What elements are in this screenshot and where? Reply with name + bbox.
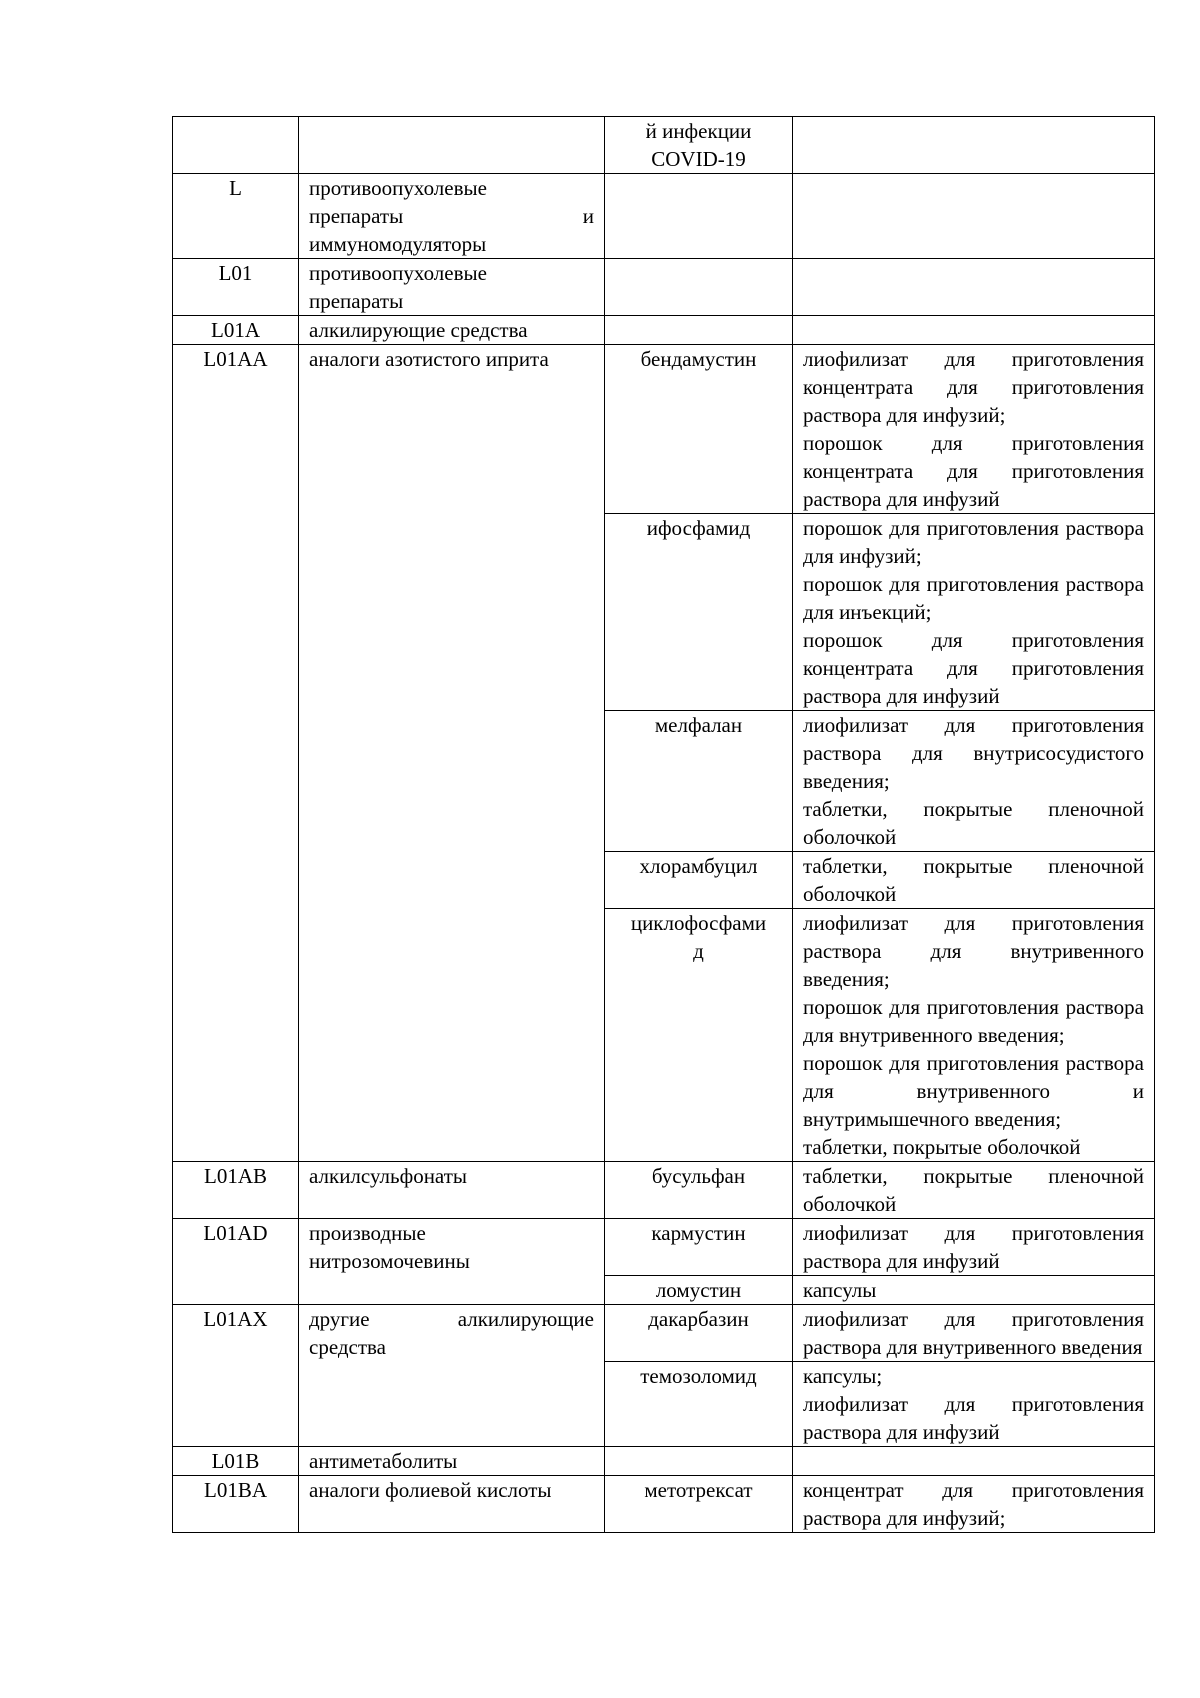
dosage-form-text: порошок для приготовления концентрата для приготовления раствора для инфузий <box>803 628 1144 708</box>
group-text-line: противоопухолевые <box>309 176 487 200</box>
dosage-form-text: таблетки, покрытые пленочной оболочкой <box>803 854 1144 906</box>
group-text-line: другие алкилирующие <box>309 1307 594 1331</box>
dosage-form-cell <box>793 1305 1155 1362</box>
dosage-form-text: порошок для приготовления концентрата для приготовления раствора для инфузий <box>803 431 1144 511</box>
atc-code-cell: L01 <box>173 259 299 316</box>
group-text-line: противоопухолевые <box>309 261 487 285</box>
group-text-line: производные <box>309 1221 426 1245</box>
dosage-form-cell <box>793 852 1155 909</box>
table-row <box>173 1219 1155 1276</box>
drug-name-text: кармустин <box>651 1221 746 1245</box>
table-row <box>173 174 1155 259</box>
drug-list-table <box>172 116 1155 1533</box>
drug-name-text: д <box>693 939 704 963</box>
dosage-form-cell <box>793 259 1155 316</box>
drug-name-text: бусульфан <box>651 1164 746 1188</box>
anatomical-therapeutic-group-cell <box>299 1219 605 1305</box>
drug-name-cell <box>605 711 793 852</box>
drug-name-text: COVID-19 <box>651 147 746 171</box>
drug-name-text: ломустин <box>655 1278 742 1302</box>
group-text-line: антиметаболиты <box>309 1449 458 1473</box>
dosage-form-cell <box>793 1362 1155 1447</box>
dosage-form-text: таблетки, покрытые оболочкой <box>803 1135 1081 1159</box>
table-row <box>173 1447 1155 1476</box>
drug-name-cell <box>605 316 793 345</box>
atc-code-cell: L01AA <box>173 345 299 1162</box>
drug-name-text: метотрексат <box>644 1478 753 1502</box>
table-row <box>173 259 1155 316</box>
dosage-form-cell <box>793 316 1155 345</box>
anatomical-therapeutic-group-cell <box>299 117 605 174</box>
dosage-form-cell <box>793 1219 1155 1276</box>
dosage-form-text: капсулы <box>803 1278 877 1302</box>
atc-code-cell: L01AD <box>173 1219 299 1305</box>
group-text-line: средства <box>309 1335 387 1359</box>
atc-code-cell: L01BA <box>173 1476 299 1533</box>
table-row <box>173 316 1155 345</box>
anatomical-therapeutic-group-cell <box>299 1447 605 1476</box>
atc-code-cell: L01AX <box>173 1305 299 1447</box>
drug-name-cell <box>605 174 793 259</box>
group-text-line: алкилсульфонаты <box>309 1164 467 1188</box>
drug-name-text: циклофосфами <box>630 911 767 935</box>
dosage-form-text: лиофилизат для приготовления раствора для инфузий <box>803 1392 1144 1444</box>
dosage-form-cell <box>793 345 1155 514</box>
dosage-form-cell <box>793 1447 1155 1476</box>
table-row <box>173 345 1155 514</box>
drug-name-text: хлорамбуцил <box>639 854 758 878</box>
dosage-form-cell <box>793 117 1155 174</box>
dosage-form-text: лиофилизат для приготовления раствора для внутривенного введения <box>803 1307 1144 1359</box>
drug-name-text: й инфекции <box>645 119 752 143</box>
atc-code-cell: L <box>173 174 299 259</box>
dosage-form-cell <box>793 1276 1155 1305</box>
dosage-form-text: концентрат для приготовления раствора для инфузий; <box>803 1478 1144 1530</box>
dosage-form-text: порошок для приготовления раствора для инъекций; <box>803 572 1144 624</box>
dosage-form-cell <box>793 909 1155 1162</box>
dosage-form-cell <box>793 514 1155 711</box>
drug-name-text: мелфалан <box>654 713 743 737</box>
dosage-form-cell <box>793 1162 1155 1219</box>
drug-name-text: бендамустин <box>640 347 757 371</box>
drug-name-cell <box>605 1447 793 1476</box>
drug-name-cell <box>605 514 793 711</box>
drug-name-cell <box>605 117 793 174</box>
dosage-form-text: лиофилизат для приготовления раствора для инфузий <box>803 1221 1144 1273</box>
table-body <box>173 117 1155 1533</box>
drug-name-cell <box>605 1276 793 1305</box>
anatomical-therapeutic-group-cell <box>299 174 605 259</box>
drug-name-cell <box>605 1362 793 1447</box>
dosage-form-text: порошок для приготовления раствора для внутривенного введения; <box>803 995 1144 1047</box>
drug-name-cell <box>605 1162 793 1219</box>
dosage-form-cell <box>793 1476 1155 1533</box>
drug-name-cell <box>605 852 793 909</box>
dosage-form-text: лиофилизат для приготовления концентрата для приготовления раствора для инфузий; <box>803 347 1144 427</box>
dosage-form-text: лиофилизат для приготовления раствора для внутривенного введения; <box>803 911 1144 991</box>
group-text-line: препараты <box>309 289 404 313</box>
dosage-form-text: капсулы; <box>803 1364 883 1388</box>
table-row <box>173 1162 1155 1219</box>
dosage-form-text: таблетки, покрытые пленочной оболочкой <box>803 797 1144 849</box>
anatomical-therapeutic-group-cell <box>299 1305 605 1447</box>
drug-name-text: темозоломид <box>640 1364 757 1388</box>
atc-code-cell <box>173 117 299 174</box>
group-text-line: иммуномодуляторы <box>309 232 487 256</box>
group-text-line: препараты и <box>309 204 594 228</box>
anatomical-therapeutic-group-cell <box>299 1476 605 1533</box>
table-row <box>173 117 1155 174</box>
drug-name-cell <box>605 345 793 514</box>
dosage-form-cell <box>793 711 1155 852</box>
anatomical-therapeutic-group-cell <box>299 316 605 345</box>
drug-name-text: дакарбазин <box>648 1307 749 1331</box>
group-text-line: аналоги фолиевой кислоты <box>309 1478 552 1502</box>
anatomical-therapeutic-group-cell <box>299 345 605 1162</box>
drug-name-cell <box>605 1305 793 1362</box>
drug-name-cell <box>605 259 793 316</box>
group-text-line: алкилирующие средства <box>309 318 528 342</box>
drug-name-cell <box>605 909 793 1162</box>
group-text-line: аналоги азотистого иприта <box>309 347 549 371</box>
table-row <box>173 1476 1155 1533</box>
atc-code-cell: L01AB <box>173 1162 299 1219</box>
dosage-form-text: порошок для приготовления раствора для инфузий; <box>803 516 1144 568</box>
anatomical-therapeutic-group-cell <box>299 259 605 316</box>
dosage-form-text: таблетки, покрытые пленочной оболочкой <box>803 1164 1144 1216</box>
dosage-form-cell <box>793 174 1155 259</box>
dosage-form-text: порошок для приготовления раствора для внутривенного и внутримышечного введения; <box>803 1051 1144 1131</box>
atc-code-cell: L01A <box>173 316 299 345</box>
anatomical-therapeutic-group-cell <box>299 1162 605 1219</box>
table-row <box>173 1305 1155 1362</box>
group-text-line: нитрозомочевины <box>309 1249 470 1273</box>
atc-code-cell: L01B <box>173 1447 299 1476</box>
drug-name-cell <box>605 1476 793 1533</box>
dosage-form-text: лиофилизат для приготовления раствора для внутрисосудистого введения; <box>803 713 1144 793</box>
drug-name-text: ифосфамид <box>646 516 751 540</box>
drug-name-cell <box>605 1219 793 1276</box>
